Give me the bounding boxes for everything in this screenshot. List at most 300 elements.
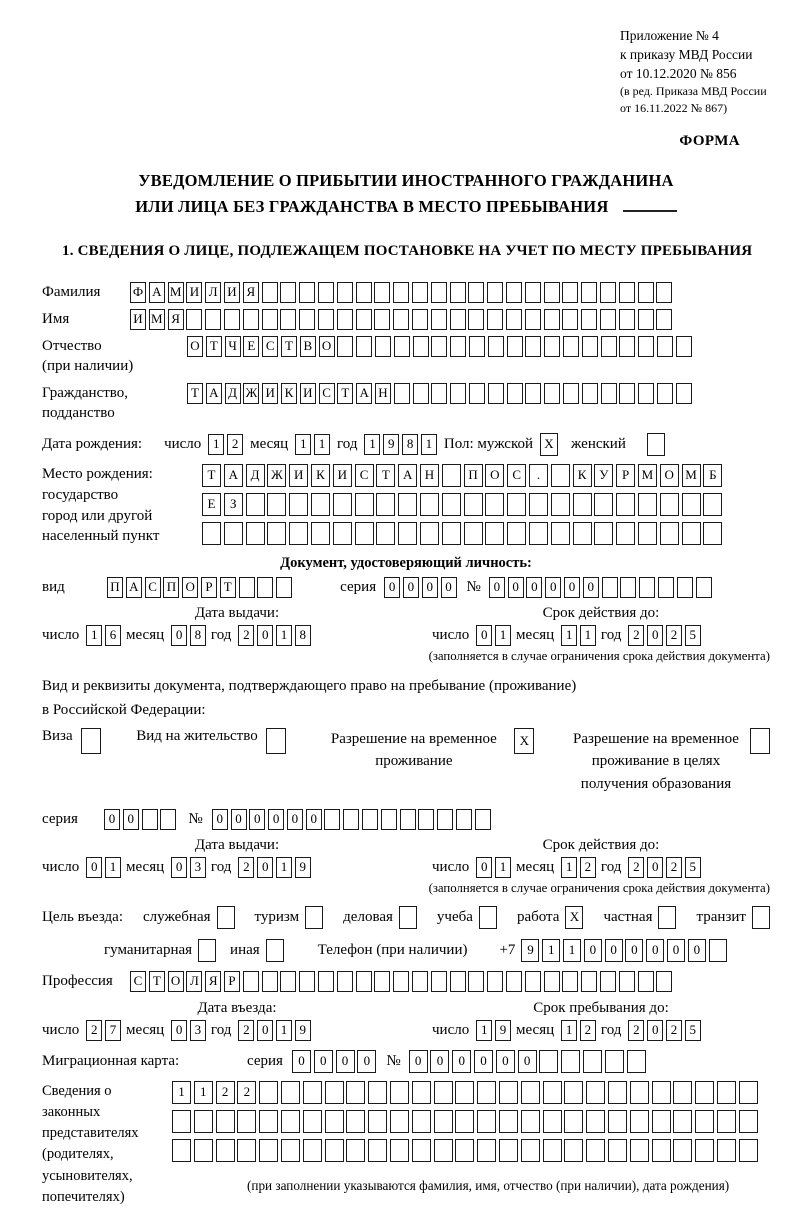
char-box[interactable] xyxy=(280,971,296,992)
char-box[interactable]: 2 xyxy=(580,857,596,878)
char-box[interactable] xyxy=(259,1110,278,1133)
char-box[interactable]: О xyxy=(485,464,504,487)
char-box[interactable]: 0 xyxy=(257,1020,273,1041)
char-box[interactable]: А xyxy=(149,282,165,303)
char-box[interactable] xyxy=(543,1110,562,1133)
char-box[interactable] xyxy=(374,282,390,303)
char-box[interactable]: И xyxy=(289,464,308,487)
char-box[interactable] xyxy=(343,809,359,830)
char-box[interactable] xyxy=(586,1110,605,1133)
char-box[interactable]: 3 xyxy=(190,1020,206,1041)
char-box[interactable]: 1 xyxy=(276,1020,292,1041)
char-box[interactable] xyxy=(616,493,635,516)
char-box[interactable] xyxy=(521,1081,540,1104)
char-box[interactable] xyxy=(573,493,592,516)
char-box[interactable]: 1 xyxy=(495,625,511,646)
char-box[interactable]: 0 xyxy=(403,577,419,598)
char-box[interactable] xyxy=(562,971,578,992)
char-box[interactable] xyxy=(564,1081,583,1104)
char-box[interactable] xyxy=(564,1139,583,1162)
char-box[interactable] xyxy=(529,522,548,545)
char-box[interactable] xyxy=(337,309,353,330)
char-box[interactable] xyxy=(390,1081,409,1104)
char-box[interactable] xyxy=(376,522,395,545)
char-box[interactable] xyxy=(368,1139,387,1162)
char-box[interactable]: X xyxy=(540,433,558,456)
char-box[interactable]: И xyxy=(262,383,278,404)
char-box[interactable]: Е xyxy=(202,493,221,516)
char-box[interactable] xyxy=(695,1110,714,1133)
char-box[interactable] xyxy=(638,493,657,516)
char-box[interactable]: 5 xyxy=(685,625,701,646)
char-box[interactable]: 9 xyxy=(295,857,311,878)
char-box[interactable]: 2 xyxy=(628,625,644,646)
char-box[interactable] xyxy=(346,1139,365,1162)
char-box[interactable]: С xyxy=(507,464,526,487)
char-box[interactable] xyxy=(280,309,296,330)
char-box[interactable] xyxy=(581,971,597,992)
char-box[interactable] xyxy=(657,383,673,404)
char-box[interactable]: И xyxy=(130,309,146,330)
char-box[interactable]: 5 xyxy=(685,857,701,878)
char-box[interactable] xyxy=(656,282,672,303)
char-box[interactable]: 0 xyxy=(357,1050,376,1073)
char-box[interactable]: 1 xyxy=(421,434,437,455)
char-box[interactable] xyxy=(442,522,461,545)
char-box[interactable] xyxy=(390,1139,409,1162)
char-box[interactable] xyxy=(586,1081,605,1104)
char-box[interactable] xyxy=(243,309,259,330)
char-box[interactable] xyxy=(600,971,616,992)
char-box[interactable] xyxy=(259,1081,278,1104)
char-box[interactable] xyxy=(601,383,617,404)
char-box[interactable] xyxy=(464,493,483,516)
char-box[interactable] xyxy=(660,493,679,516)
char-box[interactable]: 0 xyxy=(123,809,139,830)
char-box[interactable] xyxy=(267,493,286,516)
char-box[interactable] xyxy=(750,728,770,754)
char-box[interactable] xyxy=(499,1081,518,1104)
char-box[interactable]: 1 xyxy=(563,939,581,962)
char-box[interactable] xyxy=(246,493,265,516)
char-box[interactable]: 0 xyxy=(647,1020,663,1041)
char-box[interactable] xyxy=(551,464,570,487)
char-box[interactable]: 2 xyxy=(238,857,254,878)
char-box[interactable] xyxy=(638,522,657,545)
char-box[interactable]: 0 xyxy=(292,1050,311,1073)
char-box[interactable] xyxy=(581,282,597,303)
char-box[interactable] xyxy=(717,1081,736,1104)
char-box[interactable] xyxy=(442,464,461,487)
char-box[interactable]: 1 xyxy=(86,625,102,646)
char-box[interactable] xyxy=(582,383,598,404)
char-box[interactable]: 6 xyxy=(105,625,121,646)
char-box[interactable]: 0 xyxy=(647,857,663,878)
char-box[interactable]: П xyxy=(163,577,179,598)
char-box[interactable]: 0 xyxy=(476,857,492,878)
char-box[interactable] xyxy=(281,1081,300,1104)
char-box[interactable]: 1 xyxy=(561,625,577,646)
char-box[interactable] xyxy=(468,309,484,330)
char-box[interactable] xyxy=(529,493,548,516)
char-box[interactable] xyxy=(280,282,296,303)
char-box[interactable]: И xyxy=(333,464,352,487)
char-box[interactable] xyxy=(630,1139,649,1162)
char-box[interactable] xyxy=(703,493,722,516)
char-box[interactable]: 0 xyxy=(647,625,663,646)
char-box[interactable] xyxy=(381,809,397,830)
char-box[interactable] xyxy=(413,336,429,357)
char-box[interactable] xyxy=(431,971,447,992)
char-box[interactable]: 8 xyxy=(295,625,311,646)
char-box[interactable]: 2 xyxy=(666,625,682,646)
char-box[interactable]: 0 xyxy=(545,577,561,598)
char-box[interactable] xyxy=(752,906,770,929)
char-box[interactable]: 1 xyxy=(172,1081,191,1104)
char-box[interactable] xyxy=(412,309,428,330)
char-box[interactable]: 1 xyxy=(295,434,311,455)
char-box[interactable] xyxy=(325,1110,344,1133)
char-box[interactable]: 1 xyxy=(495,857,511,878)
char-box[interactable] xyxy=(709,939,727,962)
char-box[interactable]: Т xyxy=(376,464,395,487)
char-box[interactable] xyxy=(394,336,410,357)
char-box[interactable] xyxy=(194,1139,213,1162)
char-box[interactable]: Е xyxy=(243,336,259,357)
char-box[interactable] xyxy=(262,282,278,303)
char-box[interactable] xyxy=(368,1110,387,1133)
char-box[interactable]: С xyxy=(355,464,374,487)
char-box[interactable] xyxy=(337,971,353,992)
char-box[interactable] xyxy=(608,1081,627,1104)
char-box[interactable] xyxy=(739,1081,758,1104)
char-box[interactable] xyxy=(262,971,278,992)
char-box[interactable]: 0 xyxy=(564,577,580,598)
char-box[interactable] xyxy=(318,971,334,992)
char-box[interactable] xyxy=(583,1050,602,1073)
char-box[interactable] xyxy=(224,309,240,330)
char-box[interactable]: К xyxy=(281,383,297,404)
char-box[interactable] xyxy=(299,309,315,330)
char-box[interactable]: Т xyxy=(337,383,353,404)
char-box[interactable]: Я xyxy=(205,971,221,992)
char-box[interactable]: П xyxy=(107,577,123,598)
char-box[interactable]: М xyxy=(168,282,184,303)
char-box[interactable] xyxy=(487,282,503,303)
char-box[interactable]: 7 xyxy=(105,1020,121,1041)
char-box[interactable] xyxy=(281,1139,300,1162)
char-box[interactable]: 0 xyxy=(496,1050,515,1073)
char-box[interactable]: 0 xyxy=(171,857,187,878)
char-box[interactable]: О xyxy=(168,971,184,992)
char-box[interactable] xyxy=(257,577,273,598)
char-box[interactable] xyxy=(703,522,722,545)
char-box[interactable] xyxy=(594,493,613,516)
char-box[interactable]: О xyxy=(319,336,335,357)
char-box[interactable]: 1 xyxy=(476,1020,492,1041)
char-box[interactable] xyxy=(160,809,176,830)
char-box[interactable]: 1 xyxy=(364,434,380,455)
char-box[interactable] xyxy=(303,1139,322,1162)
char-box[interactable]: . xyxy=(529,464,548,487)
char-box[interactable] xyxy=(563,336,579,357)
char-box[interactable]: 0 xyxy=(430,1050,449,1073)
char-box[interactable] xyxy=(630,1110,649,1133)
char-box[interactable] xyxy=(434,1110,453,1133)
char-box[interactable] xyxy=(398,522,417,545)
char-box[interactable]: 0 xyxy=(231,809,247,830)
char-box[interactable] xyxy=(81,728,101,754)
char-box[interactable]: 0 xyxy=(646,939,664,962)
char-box[interactable] xyxy=(450,383,466,404)
char-box[interactable]: З xyxy=(224,493,243,516)
char-box[interactable]: 0 xyxy=(518,1050,537,1073)
char-box[interactable] xyxy=(468,971,484,992)
char-box[interactable] xyxy=(434,1139,453,1162)
char-box[interactable]: 0 xyxy=(583,577,599,598)
char-box[interactable]: 0 xyxy=(584,939,602,962)
char-box[interactable] xyxy=(676,336,692,357)
char-box[interactable]: А xyxy=(398,464,417,487)
char-box[interactable] xyxy=(562,309,578,330)
char-box[interactable] xyxy=(375,336,391,357)
char-box[interactable]: И xyxy=(224,282,240,303)
char-box[interactable] xyxy=(266,939,284,962)
char-box[interactable] xyxy=(658,906,676,929)
char-box[interactable] xyxy=(393,309,409,330)
char-box[interactable] xyxy=(506,971,522,992)
char-box[interactable] xyxy=(420,493,439,516)
char-box[interactable]: 0 xyxy=(441,577,457,598)
char-box[interactable] xyxy=(276,577,292,598)
char-box[interactable] xyxy=(355,493,374,516)
char-box[interactable]: И xyxy=(186,282,202,303)
char-box[interactable]: 0 xyxy=(489,577,505,598)
char-box[interactable] xyxy=(318,282,334,303)
char-box[interactable] xyxy=(507,522,526,545)
char-box[interactable] xyxy=(303,1110,322,1133)
char-box[interactable]: 1 xyxy=(561,857,577,878)
char-box[interactable] xyxy=(601,336,617,357)
char-box[interactable] xyxy=(374,309,390,330)
char-box[interactable]: 0 xyxy=(605,939,623,962)
char-box[interactable]: 1 xyxy=(208,434,224,455)
char-box[interactable] xyxy=(660,522,679,545)
char-box[interactable]: 2 xyxy=(628,1020,644,1041)
char-box[interactable] xyxy=(376,493,395,516)
char-box[interactable] xyxy=(487,971,503,992)
char-box[interactable]: 1 xyxy=(276,625,292,646)
char-box[interactable]: 0 xyxy=(476,625,492,646)
char-box[interactable]: М xyxy=(638,464,657,487)
char-box[interactable] xyxy=(434,1081,453,1104)
char-box[interactable]: Т xyxy=(281,336,297,357)
char-box[interactable] xyxy=(673,1081,692,1104)
char-box[interactable] xyxy=(262,309,278,330)
char-box[interactable] xyxy=(266,728,286,754)
char-box[interactable] xyxy=(400,809,416,830)
char-box[interactable] xyxy=(656,309,672,330)
char-box[interactable] xyxy=(237,1139,256,1162)
char-box[interactable]: 9 xyxy=(495,1020,511,1041)
char-box[interactable] xyxy=(142,809,158,830)
char-box[interactable]: Д xyxy=(246,464,265,487)
char-box[interactable]: 0 xyxy=(306,809,322,830)
char-box[interactable]: 0 xyxy=(625,939,643,962)
char-box[interactable] xyxy=(216,1110,235,1133)
char-box[interactable] xyxy=(485,522,504,545)
char-box[interactable]: С xyxy=(130,971,146,992)
char-box[interactable] xyxy=(551,493,570,516)
char-box[interactable] xyxy=(337,282,353,303)
char-box[interactable]: 5 xyxy=(685,1020,701,1041)
char-box[interactable]: 0 xyxy=(526,577,542,598)
char-box[interactable]: Ф xyxy=(130,282,146,303)
char-box[interactable] xyxy=(638,971,654,992)
char-box[interactable]: М xyxy=(682,464,701,487)
char-box[interactable]: 0 xyxy=(171,1020,187,1041)
char-box[interactable] xyxy=(608,1139,627,1162)
char-box[interactable] xyxy=(600,282,616,303)
char-box[interactable] xyxy=(594,522,613,545)
char-box[interactable]: М xyxy=(149,309,165,330)
char-box[interactable] xyxy=(412,971,428,992)
char-box[interactable]: 9 xyxy=(295,1020,311,1041)
char-box[interactable]: 2 xyxy=(216,1081,235,1104)
char-box[interactable]: Р xyxy=(616,464,635,487)
char-box[interactable] xyxy=(477,1081,496,1104)
char-box[interactable]: Я xyxy=(243,282,259,303)
char-box[interactable] xyxy=(356,282,372,303)
char-box[interactable] xyxy=(455,1139,474,1162)
char-box[interactable] xyxy=(412,282,428,303)
char-box[interactable]: 0 xyxy=(86,857,102,878)
char-box[interactable] xyxy=(682,493,701,516)
char-box[interactable] xyxy=(619,383,635,404)
char-box[interactable] xyxy=(412,1139,431,1162)
char-box[interactable] xyxy=(346,1110,365,1133)
char-box[interactable] xyxy=(202,522,221,545)
char-box[interactable] xyxy=(620,577,636,598)
char-box[interactable] xyxy=(299,971,315,992)
char-box[interactable] xyxy=(619,971,635,992)
char-box[interactable] xyxy=(324,809,340,830)
char-box[interactable] xyxy=(673,1110,692,1133)
char-box[interactable] xyxy=(739,1110,758,1133)
char-box[interactable] xyxy=(172,1139,191,1162)
char-box[interactable]: 1 xyxy=(580,625,596,646)
char-box[interactable] xyxy=(638,282,654,303)
char-box[interactable]: 0 xyxy=(422,577,438,598)
char-box[interactable] xyxy=(488,383,504,404)
char-box[interactable]: Т xyxy=(202,464,221,487)
char-box[interactable] xyxy=(573,522,592,545)
char-box[interactable] xyxy=(455,1110,474,1133)
char-box[interactable] xyxy=(506,282,522,303)
char-box[interactable]: 2 xyxy=(628,857,644,878)
char-box[interactable] xyxy=(608,1110,627,1133)
char-box[interactable] xyxy=(475,809,491,830)
char-box[interactable]: 8 xyxy=(402,434,418,455)
char-box[interactable]: 3 xyxy=(190,857,206,878)
char-box[interactable]: 0 xyxy=(452,1050,471,1073)
char-box[interactable] xyxy=(311,522,330,545)
char-box[interactable] xyxy=(393,971,409,992)
char-box[interactable] xyxy=(676,383,692,404)
char-box[interactable] xyxy=(677,577,693,598)
char-box[interactable] xyxy=(739,1139,758,1162)
char-box[interactable]: Т xyxy=(149,971,165,992)
char-box[interactable]: 1 xyxy=(276,857,292,878)
char-box[interactable] xyxy=(544,309,560,330)
char-box[interactable] xyxy=(525,309,541,330)
char-box[interactable] xyxy=(543,1081,562,1104)
char-box[interactable] xyxy=(368,1081,387,1104)
char-box[interactable] xyxy=(413,383,429,404)
char-box[interactable]: 0 xyxy=(171,625,187,646)
char-box[interactable] xyxy=(630,1081,649,1104)
char-box[interactable] xyxy=(437,809,453,830)
char-box[interactable]: О xyxy=(182,577,198,598)
char-box[interactable] xyxy=(543,1139,562,1162)
char-box[interactable]: 2 xyxy=(238,625,254,646)
char-box[interactable]: Т xyxy=(187,383,203,404)
char-box[interactable]: И xyxy=(300,383,316,404)
char-box[interactable] xyxy=(507,383,523,404)
char-box[interactable] xyxy=(485,493,504,516)
char-box[interactable] xyxy=(525,282,541,303)
char-box[interactable] xyxy=(333,522,352,545)
char-box[interactable] xyxy=(652,1139,671,1162)
char-box[interactable]: Т xyxy=(206,336,222,357)
char-box[interactable] xyxy=(551,522,570,545)
char-box[interactable]: У xyxy=(594,464,613,487)
char-box[interactable] xyxy=(346,1081,365,1104)
char-box[interactable] xyxy=(673,1139,692,1162)
char-box[interactable]: Ж xyxy=(267,464,286,487)
char-box[interactable] xyxy=(717,1110,736,1133)
char-box[interactable] xyxy=(539,1050,558,1073)
char-box[interactable] xyxy=(412,1081,431,1104)
char-box[interactable] xyxy=(638,336,654,357)
char-box[interactable] xyxy=(658,577,674,598)
char-box[interactable] xyxy=(695,1081,714,1104)
char-box[interactable] xyxy=(488,336,504,357)
char-box[interactable] xyxy=(239,577,255,598)
char-box[interactable] xyxy=(399,906,417,929)
char-box[interactable]: 2 xyxy=(237,1081,256,1104)
char-box[interactable] xyxy=(638,383,654,404)
char-box[interactable]: 2 xyxy=(666,857,682,878)
char-box[interactable] xyxy=(525,383,541,404)
char-box[interactable] xyxy=(696,577,712,598)
char-box[interactable]: 0 xyxy=(336,1050,355,1073)
char-box[interactable]: 2 xyxy=(86,1020,102,1041)
char-box[interactable] xyxy=(281,1110,300,1133)
char-box[interactable] xyxy=(507,493,526,516)
char-box[interactable] xyxy=(477,1110,496,1133)
char-box[interactable] xyxy=(455,1081,474,1104)
char-box[interactable] xyxy=(638,309,654,330)
char-box[interactable] xyxy=(469,383,485,404)
char-box[interactable] xyxy=(355,522,374,545)
char-box[interactable] xyxy=(581,309,597,330)
char-box[interactable]: 0 xyxy=(287,809,303,830)
char-box[interactable]: 0 xyxy=(104,809,120,830)
char-box[interactable]: К xyxy=(573,464,592,487)
char-box[interactable]: О xyxy=(187,336,203,357)
char-box[interactable] xyxy=(337,336,353,357)
